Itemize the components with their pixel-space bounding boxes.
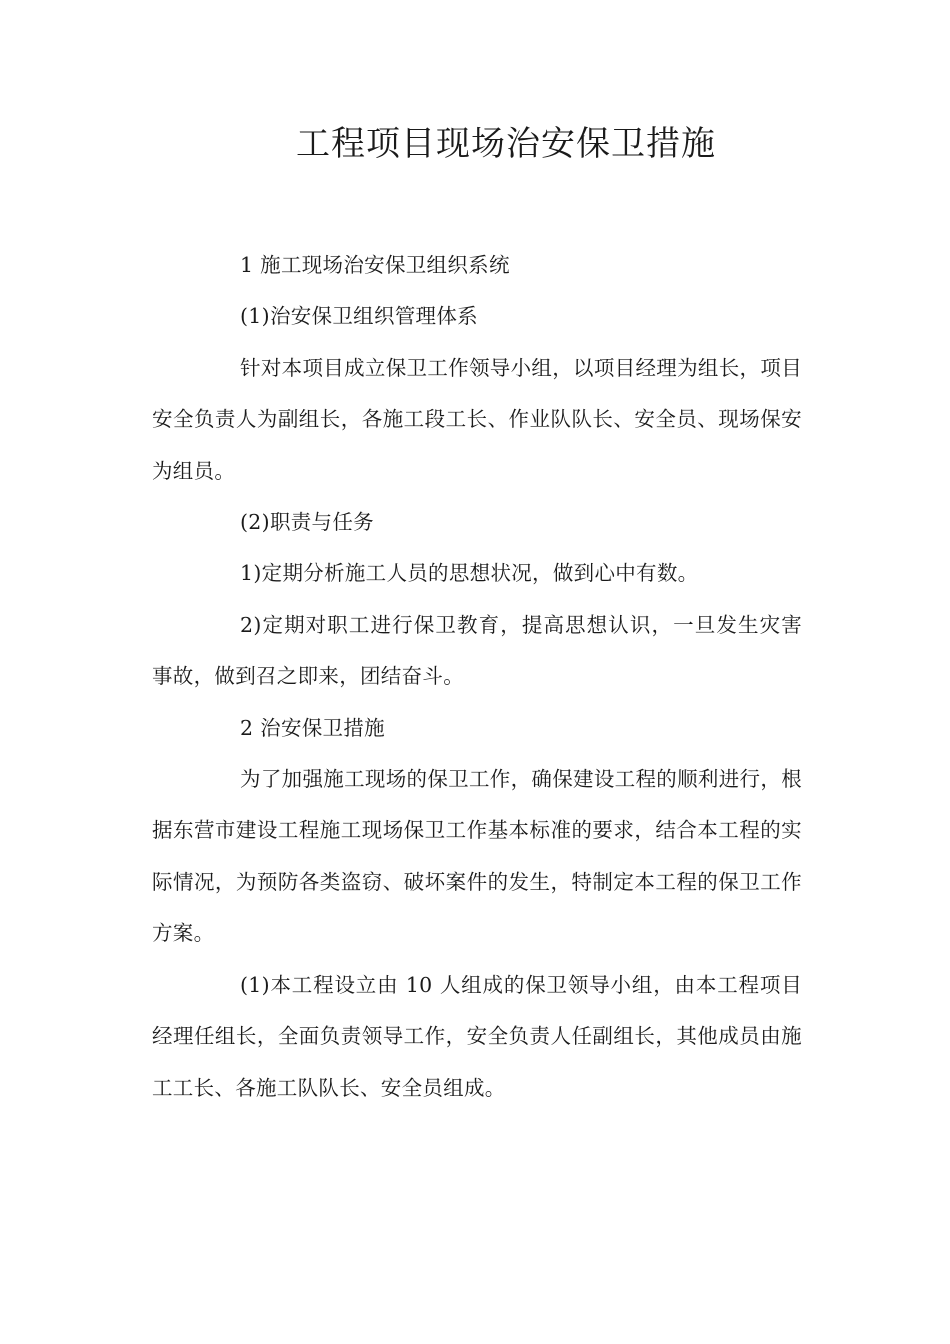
document-title: 工程项目现场治安保卫措施 (296, 124, 716, 164)
paragraph-security-group: (1)本工程设立由 10 人组成的保卫领导小组，由本工程项目经理任组长，全面负责领导工作，安全负责人任副组长，其他成员由施工工长、各施工队队长、安全员组成。 (152, 972, 802, 1100)
document-body (152, 240, 802, 1114)
list-item-duty-1: 1)定期分析施工人员的思想状况，做到心中有数。 (240, 561, 699, 586)
paragraph-security-plan: 为了加强施工现场的保卫工作，确保建设工程的顺利进行，根据东营市建设工程施工现场保卫工作基本标准的要求，结合本工程的实际情况，为预防各类盗窃、破坏案件的发生，特制定本工程的保卫工作方案。 (152, 767, 802, 946)
subheading-organization-system: (1)治安保卫组织管理体系 (240, 304, 478, 329)
subheading-duties: (2)职责与任务 (240, 510, 374, 535)
paragraph-leadership-group: 针对本项目成立保卫工作领导小组，以项目经理为组长，项目安全负责人为副组长，各施工段工长、作业队队长、安全员、现场保安为组员。 (152, 355, 802, 483)
heading-section-1: 1 施工现场治安保卫组织系统 (240, 253, 510, 277)
heading-section-2: 2 治安保卫措施 (240, 715, 385, 740)
list-item-duty-2: 2)定期对职工进行保卫教育，提高思想认识，一旦发生灾害事故，做到召之即来，团结奋斗。 (152, 612, 802, 689)
